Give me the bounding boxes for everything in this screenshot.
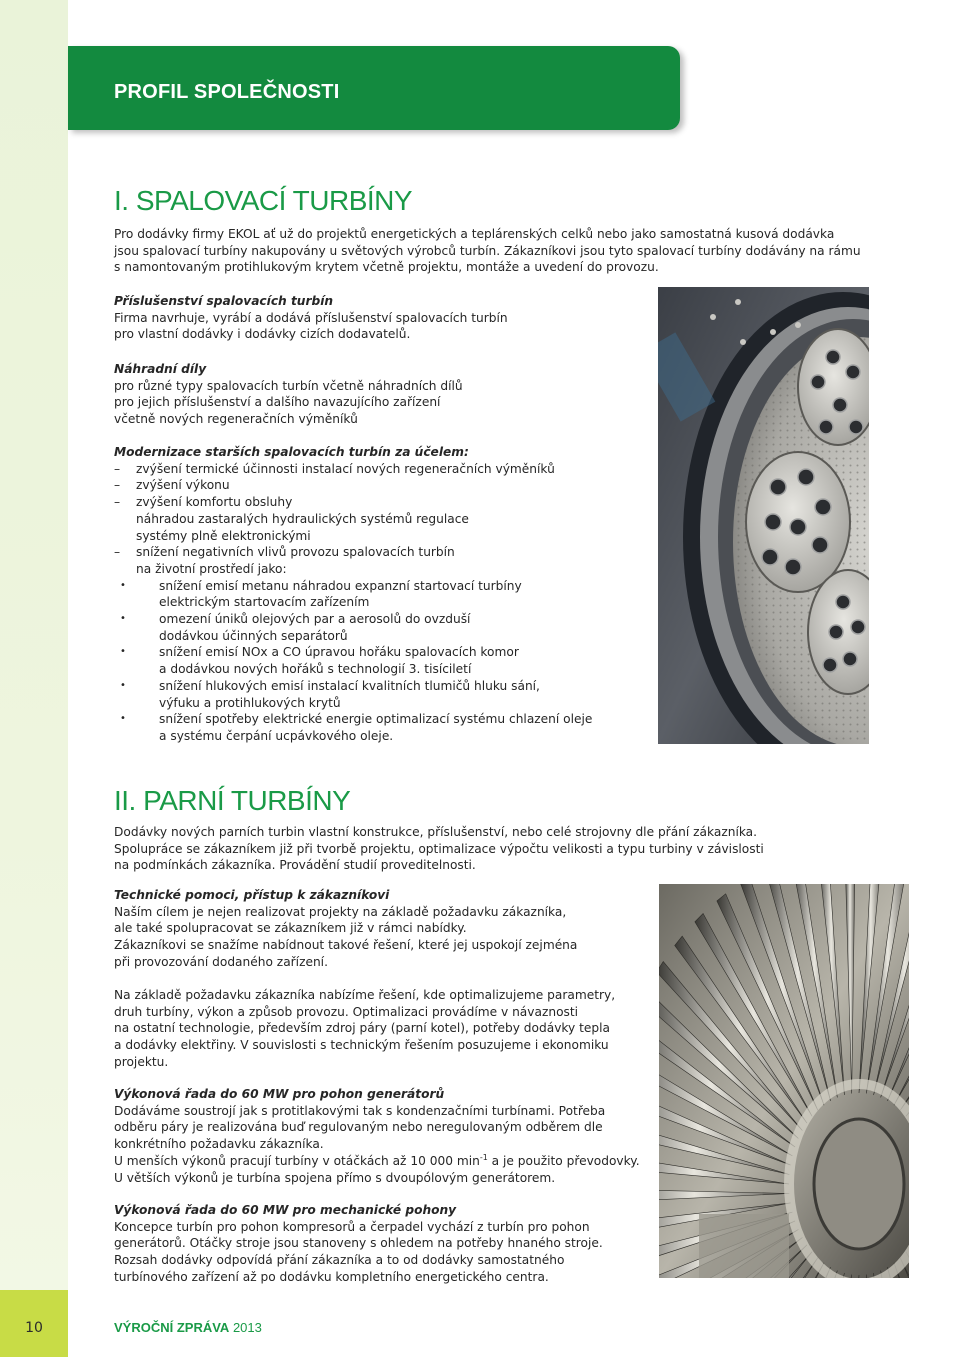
text-line: Naším cílem je nejen realizovat projekty na základě požadavku zákazníka,: [114, 904, 567, 919]
superscript: -1: [479, 1152, 488, 1162]
text-line: Dodáváme soustrojí jak s protitlakovými tak s kondenzačními turbínami. Potřeba: [114, 1103, 606, 1118]
bullet-marker: •: [120, 679, 126, 691]
text-line: projektu.: [114, 1054, 169, 1069]
text-line: na podmínkách zákazníka. Provádění studií proveditelnosti.: [114, 858, 476, 873]
text-line: Na základě požadavku zákazníka nabízíme řešení, kde optimalizujeme parametry,: [114, 988, 616, 1002]
text-line: Spolupráce se zákazníkem již při tvorbě projektu, optimalizace výpočtu velikosti a typu turbiny v závislosti: [114, 841, 764, 856]
list-item: • omezení úniků olejových par a aerosolů do ovzduší: [120, 612, 471, 627]
section1-intro: [114, 226, 861, 276]
subheading: Modernizace starších spalovacích turbín za účelem:: [114, 445, 469, 459]
bullet-marker: •: [120, 613, 126, 625]
text-line: Koncepce turbín pro pohon kompresorů a čerpadel vychází z turbín pro pohon: [114, 1219, 590, 1234]
text-line: Rozsah dodávky odpovídá přání zákazníka a to od dodávky samostatného: [114, 1253, 565, 1268]
text-line: jsou spalovací turbíny nakupovány u světových výrobců turbín. Zákazníkovi jsou tyto spalovací turbíny dodávány na rámu: [114, 243, 861, 258]
list-item: – snížení negativních vlivů provozu spalovacích turbín: [114, 545, 455, 560]
list-item-continuation: výfuku a protihlukových krytů: [159, 695, 341, 710]
dash-marker: –: [114, 495, 121, 510]
accessories-block: [114, 293, 508, 343]
bullet-marker: •: [120, 646, 126, 658]
text-line-rpm: U menších výkonů pracují turbíny v otáčkách až 10 000 $\min^{-1} a$ je použito převodovky.: [114, 1152, 640, 1168]
text-line: pro jejich příslušenství a dalšího navazujícího zařízení: [114, 395, 441, 410]
list-item: • snížení hlukových emisí instalací kvalitních tlumičů hluku sání,: [120, 678, 540, 693]
footer-brand: [114, 1320, 262, 1335]
text-line: a dodávky elektřiny. V souvislosti s technickým řešením posuzujeme i ekonomiku: [114, 1038, 609, 1053]
bullet-marker: •: [120, 579, 126, 591]
list-item: – zvýšení výkonu: [114, 478, 230, 493]
text-line: pro různé typy spalovacích turbín včetně náhradních dílů: [114, 378, 463, 393]
text-line: turbínového zařízení až po dodávku kompletního energetického centra.: [114, 1269, 549, 1284]
text-line: na ostatní technologie, především zdroj páry (parní kotel), potřeby dodávky tepla: [114, 1021, 610, 1036]
spare-parts-block: [114, 361, 463, 428]
dash-marker: –: [114, 545, 121, 560]
steam-turbine-rotor-photo: [659, 884, 909, 1278]
text-line: Firma navrhuje, vyrábí a dodává příslušenství spalovacích turbín: [114, 310, 508, 325]
subheading: Výkonová řada do 60 MW pro pohon generátorů: [114, 1087, 445, 1101]
technical-block: [114, 887, 577, 971]
footer-title: VÝROČNÍ ZPRÁVA: [114, 1320, 230, 1335]
list-item-continuation: elektrickým startovacím zařízením: [159, 595, 370, 610]
page-header-title: PROFIL SPOLEČNOSTI: [114, 81, 340, 103]
text-line: s namontovaným protihlukovým krytem včetně projektu, montáže a uvedení do provozu.: [114, 260, 659, 275]
list-item: – zvýšení termické účinnosti instalací nových regeneračních výměníků: [114, 461, 555, 476]
text-line: konkrétního požadavku zákazníka.: [114, 1137, 324, 1152]
list-item-continuation: na životní prostředí jako:: [136, 561, 287, 576]
modernization-block: [114, 444, 592, 745]
text-line: druh turbíny, výkon a způsob provozu. Optimalizaci provádíme v návaznosti: [114, 1004, 579, 1019]
mechanical-block: [114, 1202, 603, 1286]
text-line: včetně nových regeneračních výměníků: [114, 412, 358, 427]
side-strip: [0, 0, 68, 1357]
dash-marker: –: [114, 478, 121, 493]
text-line: Pro dodávky firmy EKOL ať už do projektů energetických a teplárenských celků nebo jako samostatná kusová dodávka: [114, 227, 835, 241]
bullet-list: [114, 578, 592, 745]
list-item: – zvýšení komfortu obsluhy: [114, 495, 293, 510]
list-item: • snížení spotřeby elektrické energie optimalizací systému chlazení oleje: [120, 712, 593, 727]
list-item: • snížení emisí NOx a CO úpravou hořáku spalovacích komor: [120, 645, 519, 660]
text-line: při provozování dodaného zařízení.: [114, 954, 328, 969]
subheading: Náhradní díly: [114, 362, 207, 376]
generator-block: [114, 1086, 640, 1186]
footer-year: 2013: [229, 1320, 262, 1335]
page-number: 10: [25, 1320, 43, 1336]
section2-intro: [114, 824, 764, 874]
text-line: pro vlastní dodávky i dodávky cizích dodavatelů.: [114, 327, 411, 342]
text-line: U větších výkonů je turbína spojena přímo s dvoupólovým generátorem.: [114, 1170, 556, 1185]
list-item-continuation: systémy plně elektronickými: [136, 528, 311, 543]
steam-turbine-image: [659, 884, 909, 1278]
list-item-continuation: dodávkou účinných separátorů: [159, 628, 348, 643]
list-item: • snížení emisí metanu náhradou expanzní startovací turbíny: [120, 578, 522, 593]
dash-list: [114, 461, 592, 578]
section-title-steam-turbines: II. PARNÍ TURBÍNY: [114, 785, 351, 816]
text-line: Dodávky nových parních turbin vlastní konstrukce, příslušenství, nebo celé strojovny dle přání zákazníka.: [114, 825, 758, 839]
subheading: Příslušenství spalovacích turbín: [114, 294, 334, 308]
subheading: Výkonová řada do 60 MW pro mechanické pohony: [114, 1203, 457, 1217]
subheading: Technické pomoci, přístup k zákazníkovi: [114, 888, 390, 902]
gas-turbine-combustor-photo: [658, 287, 869, 744]
text-line: ale také spolupracovat se zákazníkem již v rámci nabídky.: [114, 921, 467, 936]
section-title-gas-turbines: I. SPALOVACÍ TURBÍNY: [114, 185, 413, 216]
list-item-continuation: a systému čerpání ucpávkového oleje.: [159, 728, 394, 743]
text-line: odběru páry je realizována buď regulovaným nebo neregulovaným odběrem dle: [114, 1120, 603, 1135]
list-item-continuation: a dodávkou nových hořáků s technologií 3. tisíciletí: [159, 662, 472, 677]
optimization-block: [114, 987, 615, 1071]
text-line: Zákazníkovi se snažíme nabídnout takové řešení, které jej uspokojí zejména: [114, 938, 578, 953]
list-item-continuation: náhradou zastaralých hydraulických systémů regulace: [136, 511, 469, 526]
text-line: generátorů. Otáčky stroje jsou stanoveny s ohledem na potřeby hnaného stroje.: [114, 1236, 603, 1251]
bullet-marker: •: [120, 713, 126, 725]
dash-marker: –: [114, 461, 121, 476]
gas-turbine-image: [658, 287, 869, 744]
